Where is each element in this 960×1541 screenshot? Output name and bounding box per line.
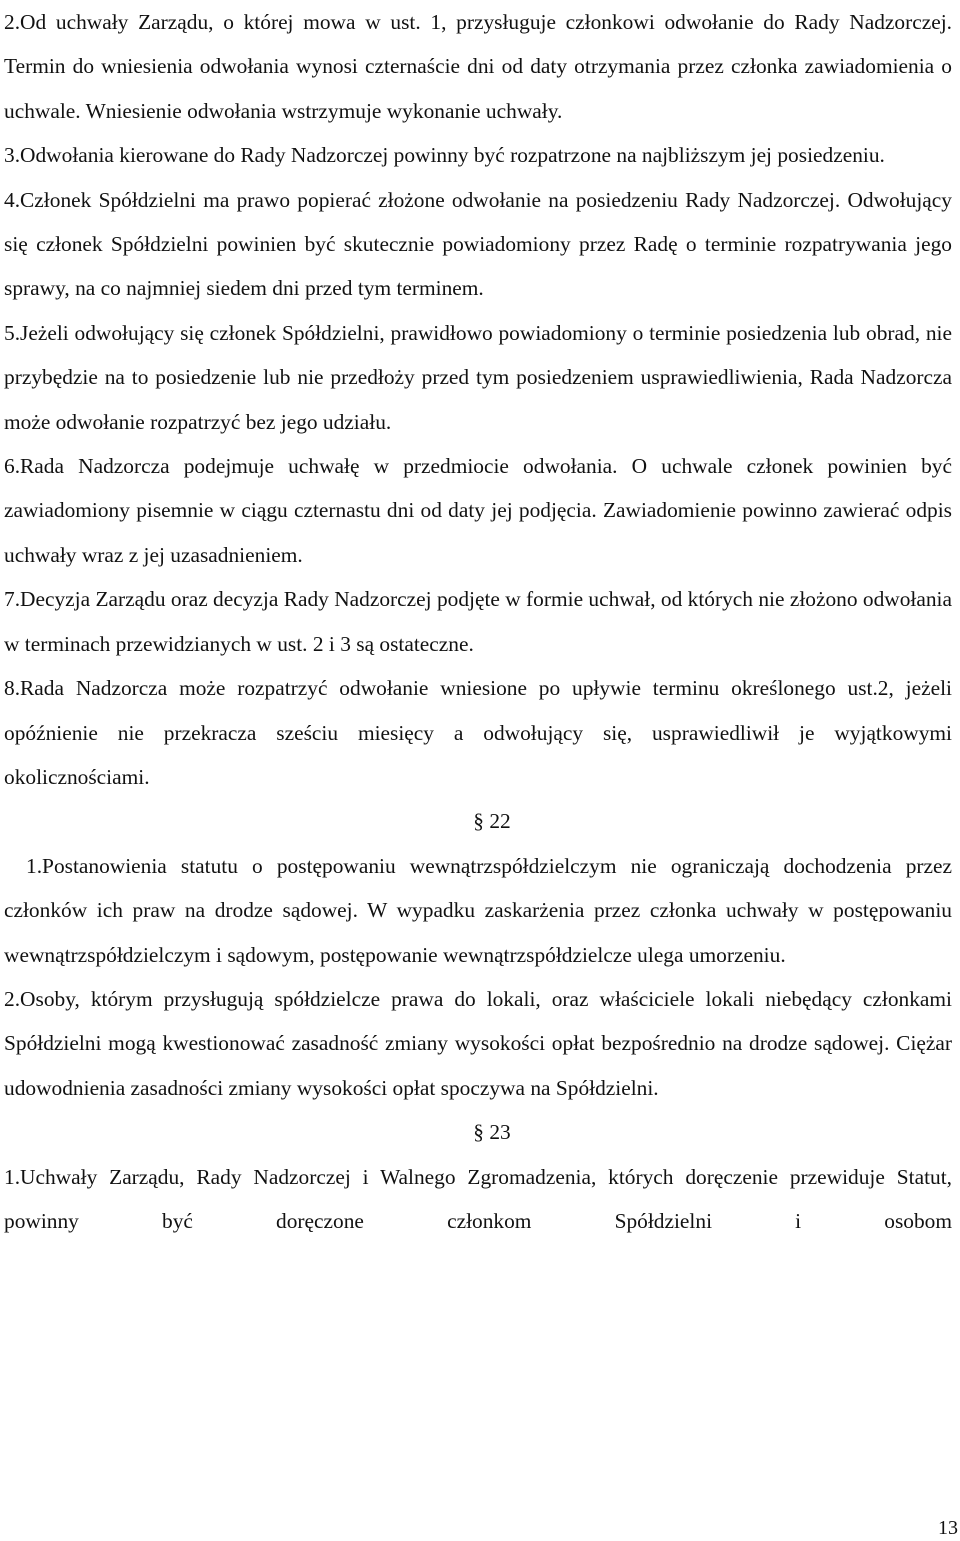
section-heading-22: § 22 (473, 809, 511, 834)
paragraph-8: 8.Rada Nadzorcza może rozpatrzyć odwołanie wniesione po upływie terminu określonego ust.2, jeżeli opóźnienie nie przekracza sześciu miesięcy a odwołujący się, usprawiedliwił je wyjątkowymi okolicznościami. (4, 676, 952, 789)
section-heading-23: § 23 (473, 1120, 511, 1145)
paragraph-5: 5.Jeżeli odwołujący się członek Spółdzielni, prawidłowo powiadomiony o terminie posiedzenia lub obrad, nie przybędzie na to posiedzenie lub nie przedłoży przed tym posiedzeniem usprawiedliwienia, Rada Nadzorcza może odwołanie rozpatrzyć bez jego udziału. (4, 320, 952, 434)
section-23-paragraph-1: 1.Uchwały Zarządu, Rady Nadzorczej i Walnego Zgromadzenia, których doręczenie przewiduje Statut, powinny być doręczone członkom Spółdzielni i osobom (4, 1164, 952, 1233)
paragraph-4: 4.Członek Spółdzielni ma prawo popierać złożone odwołanie na posiedzeniu Rady Nadzorczej. Odwołujący się członek Spółdzielni powinien być skutecznie powiadomiony przez Radę o terminie rozpatrywania jego sprawy, na co najmniej siedem dni przed tym terminem. (4, 187, 952, 301)
paragraph-6: 6.Rada Nadzorcza podejmuje uchwałę w przedmiocie odwołania. O uchwale członek powinien być zawiadomiony pisemnie w ciągu czternastu dni od daty jej podjęcia. Zawiadomienie powinno zawierać odpis uchwały wraz z jej uzasadnieniem. (4, 454, 952, 567)
page-number: 13 (938, 1517, 958, 1539)
paragraph-7: 7.Decyzja Zarządu oraz decyzja Rady Nadzorczej podjęte w formie uchwał, od których nie złożono odwołania w terminach przewidzianych w ust. 2 i 3 są ostateczne. (4, 587, 952, 656)
paragraph-3: 3.Odwołania kierowane do Rady Nadzorczej powinny być rozpatrzone na najbliższym jej posiedzeniu. (4, 143, 885, 168)
document-page (4, 0, 952, 1243)
paragraph-2: 2.Od uchwały Zarządu, o której mowa w ust. 1, przysługuje członkowi odwołanie do Rady Nadzorczej. Termin do wniesienia odwołania wynosi czternaście dni od daty otrzymania przez członka zawiadomienia o uchwale. Wniesienie odwołania wstrzymuje wykonanie uchwały. (4, 10, 952, 123)
section-22-paragraph-1: 1.Postanowienia statutu o postępowaniu wewnątrzspółdzielczym nie ograniczają dochodzenia przez członków ich praw na drodze sądowej. W wypadku zaskarżenia przez członka uchwały w postępowaniu wewnątrzspółdzielczym i sądowym, postępowanie wewnątrzspółdzielcze ulega umorzeniu. (4, 853, 952, 967)
section-22-paragraph-2: 2.Osoby, którym przysługują spółdzielcze prawa do lokali, oraz właściciele lokali niebędący członkami Spółdzielni mogą kwestionować zasadność zmiany wysokości opłat bezpośrednio na drodze sądowej. Ciężar udowodnienia zasadności zmiany wysokości opłat spoczywa na Spółdzielni. (4, 986, 952, 1100)
